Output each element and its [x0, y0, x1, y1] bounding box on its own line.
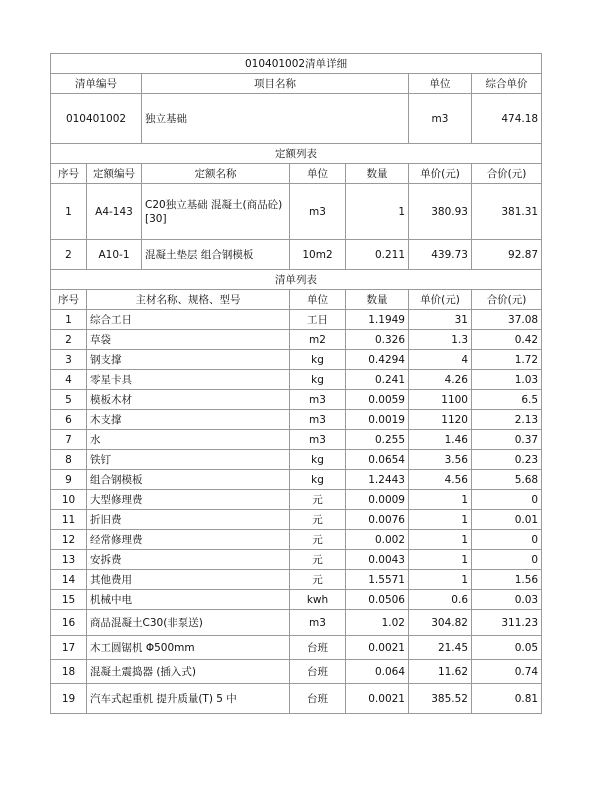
material-name: 汽车式起重机 提升质量(T) 5 中: [87, 684, 290, 714]
quota-code-header: 定额编号: [87, 164, 142, 184]
material-price: 1: [409, 530, 472, 550]
bill-unit-price: 474.18: [472, 94, 542, 144]
material-row: [51, 610, 542, 636]
material-price: 11.62: [409, 660, 472, 684]
material-row: [51, 390, 542, 410]
material-name: 组合钢模板: [87, 470, 290, 490]
material-row: [51, 430, 542, 450]
material-unit: 台班: [290, 684, 346, 714]
quota-seq: 2: [51, 240, 87, 270]
bill-code-header: 清单编号: [51, 74, 142, 94]
material-name: 铁钉: [87, 450, 290, 470]
material-price: 1100: [409, 390, 472, 410]
material-row: [51, 370, 542, 390]
material-unit: 元: [290, 510, 346, 530]
quota-unit: 10m2: [290, 240, 346, 270]
material-row: [51, 550, 542, 570]
material-unit: m2: [290, 330, 346, 350]
material-seq: 5: [51, 390, 87, 410]
material-row: [51, 330, 542, 350]
material-row: [51, 660, 542, 684]
material-seq: 18: [51, 660, 87, 684]
quota-unit: m3: [290, 184, 346, 240]
material-qty: 0.0043: [346, 550, 409, 570]
material-seq: 14: [51, 570, 87, 590]
material-total: 1.56: [472, 570, 542, 590]
material-total: 0.23: [472, 450, 542, 470]
material-qty: 0.0654: [346, 450, 409, 470]
quota-price-header: 单价(元): [409, 164, 472, 184]
material-row: [51, 410, 542, 430]
bill-name: 独立基础: [142, 94, 409, 144]
material-name: 其他费用: [87, 570, 290, 590]
material-seq: 7: [51, 430, 87, 450]
material-unit: m3: [290, 390, 346, 410]
material-seq: 1: [51, 310, 87, 330]
material-total: 0.01: [472, 510, 542, 530]
material-total: 0: [472, 530, 542, 550]
material-unit: 台班: [290, 660, 346, 684]
material-total: 0.05: [472, 636, 542, 660]
material-qty: 0.255: [346, 430, 409, 450]
material-unit: 元: [290, 550, 346, 570]
bill-code: 010401002: [51, 94, 142, 144]
material-total: 0: [472, 550, 542, 570]
material-total: 0.42: [472, 330, 542, 350]
material-total: 1.03: [472, 370, 542, 390]
bill-detail-table: [50, 53, 542, 714]
material-price: 385.52: [409, 684, 472, 714]
material-name: 草袋: [87, 330, 290, 350]
material-section-title: 清单列表: [51, 270, 542, 290]
material-row: [51, 590, 542, 610]
material-qty: 0.0506: [346, 590, 409, 610]
quota-code: A10-1: [87, 240, 142, 270]
material-qty-header: 数量: [346, 290, 409, 310]
material-row: [51, 470, 542, 490]
material-seq: 6: [51, 410, 87, 430]
material-price: 4.56: [409, 470, 472, 490]
material-name: 大型修理费: [87, 490, 290, 510]
material-unit: m3: [290, 430, 346, 450]
material-unit: kg: [290, 370, 346, 390]
material-unit-header: 单位: [290, 290, 346, 310]
quota-name-header: 定额名称: [142, 164, 290, 184]
material-unit: 元: [290, 570, 346, 590]
material-unit: 元: [290, 530, 346, 550]
quota-code: A4-143: [87, 184, 142, 240]
material-total: 311.23: [472, 610, 542, 636]
material-seq: 13: [51, 550, 87, 570]
material-seq: 2: [51, 330, 87, 350]
material-total-header: 合价(元): [472, 290, 542, 310]
material-total: 1.72: [472, 350, 542, 370]
material-name: 木工圆锯机 Φ500mm: [87, 636, 290, 660]
material-total: 2.13: [472, 410, 542, 430]
material-total: 37.08: [472, 310, 542, 330]
quota-unit-header: 单位: [290, 164, 346, 184]
material-name: 商品混凝土C30(非泵送): [87, 610, 290, 636]
material-name: 混凝土震捣器 (插入式): [87, 660, 290, 684]
material-seq: 8: [51, 450, 87, 470]
material-row: [51, 310, 542, 330]
material-name: 机械中电: [87, 590, 290, 610]
material-unit: m3: [290, 610, 346, 636]
material-price: 1.46: [409, 430, 472, 450]
material-total: 0.37: [472, 430, 542, 450]
quota-row: [51, 184, 542, 240]
material-qty: 0.0009: [346, 490, 409, 510]
material-row: [51, 530, 542, 550]
material-row: [51, 570, 542, 590]
material-unit: 元: [290, 490, 346, 510]
material-row: [51, 684, 542, 714]
material-seq: 4: [51, 370, 87, 390]
material-row: [51, 450, 542, 470]
quota-total: 92.87: [472, 240, 542, 270]
material-seq: 12: [51, 530, 87, 550]
quota-section-title: 定额列表: [51, 144, 542, 164]
material-qty: 0.241: [346, 370, 409, 390]
material-qty: 0.326: [346, 330, 409, 350]
material-price: 1120: [409, 410, 472, 430]
material-name-header: 主材名称、规格、型号: [87, 290, 290, 310]
material-qty: 0.002: [346, 530, 409, 550]
material-price: 0.6: [409, 590, 472, 610]
material-unit: kg: [290, 470, 346, 490]
material-seq: 11: [51, 510, 87, 530]
quota-seq: 1: [51, 184, 87, 240]
material-name: 零星卡具: [87, 370, 290, 390]
bill-unit-header: 单位: [409, 74, 472, 94]
bill-unit-price-header: 综合单价: [472, 74, 542, 94]
material-name: 安拆费: [87, 550, 290, 570]
material-qty: 1.2443: [346, 470, 409, 490]
material-price: 3.56: [409, 450, 472, 470]
material-qty: 1.1949: [346, 310, 409, 330]
material-total: 0.03: [472, 590, 542, 610]
material-qty: 0.0076: [346, 510, 409, 530]
quota-qty: 1: [346, 184, 409, 240]
material-seq: 17: [51, 636, 87, 660]
material-unit: kg: [290, 450, 346, 470]
material-seq: 3: [51, 350, 87, 370]
material-total: 0: [472, 490, 542, 510]
quota-total: 381.31: [472, 184, 542, 240]
material-qty: 0.0021: [346, 636, 409, 660]
material-price: 304.82: [409, 610, 472, 636]
material-unit: 台班: [290, 636, 346, 660]
material-total: 0.81: [472, 684, 542, 714]
material-unit: kg: [290, 350, 346, 370]
material-total: 5.68: [472, 470, 542, 490]
material-seq: 19: [51, 684, 87, 714]
material-unit: 工日: [290, 310, 346, 330]
quota-qty-header: 数量: [346, 164, 409, 184]
material-price: 31: [409, 310, 472, 330]
material-name: 钢支撑: [87, 350, 290, 370]
material-price-header: 单价(元): [409, 290, 472, 310]
quota-name: 混凝土垫层 组合钢模板: [142, 240, 290, 270]
quota-seq-header: 序号: [51, 164, 87, 184]
material-seq-header: 序号: [51, 290, 87, 310]
material-qty: 1.02: [346, 610, 409, 636]
material-seq: 9: [51, 470, 87, 490]
material-unit: kwh: [290, 590, 346, 610]
material-price: 21.45: [409, 636, 472, 660]
bill-name-header: 项目名称: [142, 74, 409, 94]
material-qty: 0.0021: [346, 684, 409, 714]
material-name: 经常修理费: [87, 530, 290, 550]
material-total: 6.5: [472, 390, 542, 410]
material-row: [51, 350, 542, 370]
bill-unit: m3: [409, 94, 472, 144]
material-price: 1: [409, 550, 472, 570]
material-qty: 0.0019: [346, 410, 409, 430]
material-seq: 15: [51, 590, 87, 610]
material-row: [51, 490, 542, 510]
material-seq: 16: [51, 610, 87, 636]
material-qty: 0.0059: [346, 390, 409, 410]
material-price: 4: [409, 350, 472, 370]
page-title: 010401002清单详细: [51, 54, 542, 74]
material-qty: 0.064: [346, 660, 409, 684]
quota-qty: 0.211: [346, 240, 409, 270]
material-unit: m3: [290, 410, 346, 430]
material-qty: 1.5571: [346, 570, 409, 590]
material-price: 1: [409, 570, 472, 590]
quota-row: [51, 240, 542, 270]
material-price: 1: [409, 510, 472, 530]
material-price: 1.3: [409, 330, 472, 350]
quota-price: 380.93: [409, 184, 472, 240]
material-name: 水: [87, 430, 290, 450]
material-name: 综合工日: [87, 310, 290, 330]
quota-total-header: 合价(元): [472, 164, 542, 184]
material-name: 木支撑: [87, 410, 290, 430]
material-qty: 0.4294: [346, 350, 409, 370]
quota-name: C20独立基础 混凝土(商品砼)[30]: [142, 184, 290, 240]
material-name: 折旧费: [87, 510, 290, 530]
quota-price: 439.73: [409, 240, 472, 270]
material-name: 模板木材: [87, 390, 290, 410]
material-total: 0.74: [472, 660, 542, 684]
material-price: 4.26: [409, 370, 472, 390]
material-price: 1: [409, 490, 472, 510]
material-row: [51, 636, 542, 660]
material-row: [51, 510, 542, 530]
material-seq: 10: [51, 490, 87, 510]
